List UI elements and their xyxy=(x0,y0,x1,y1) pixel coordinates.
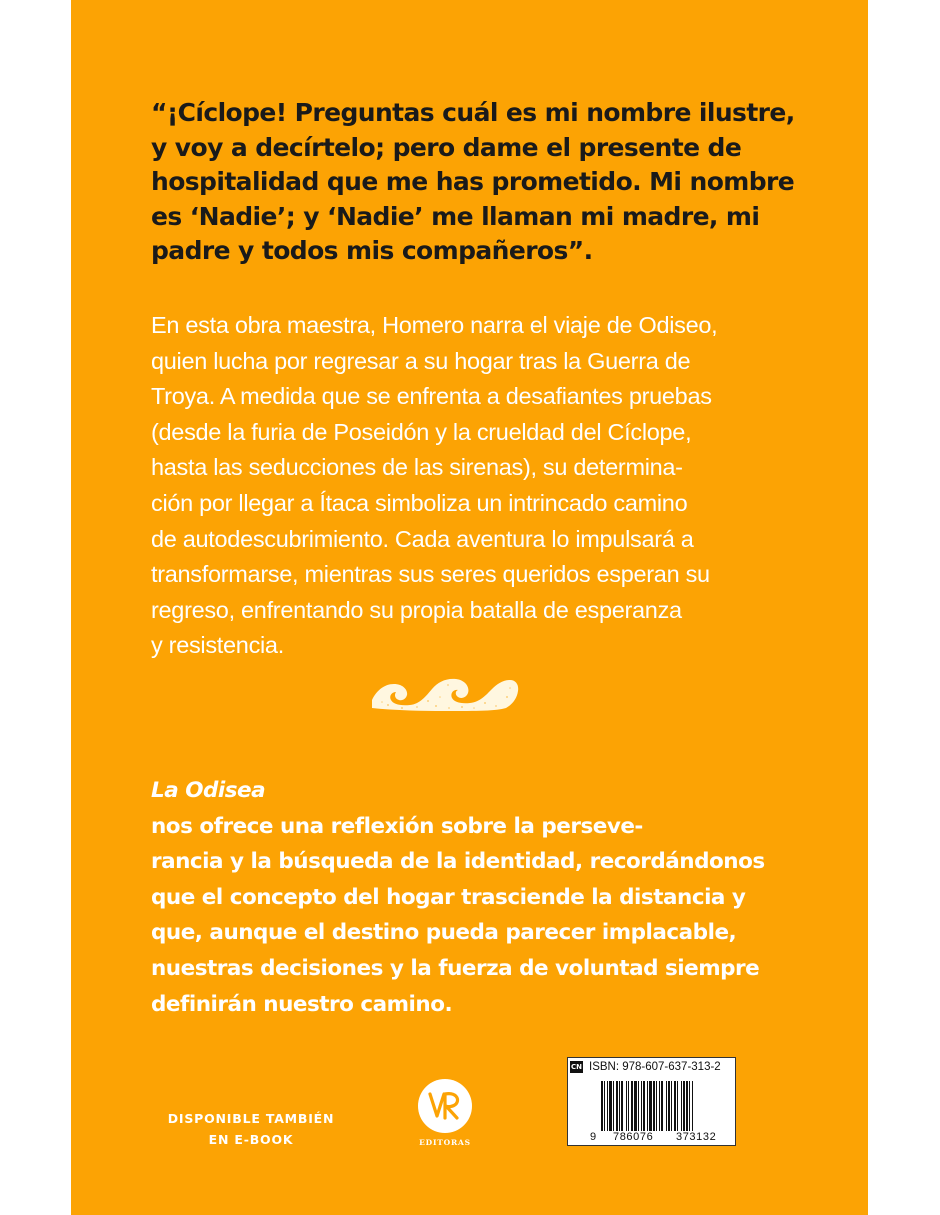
barcode-digit-group: 373132 xyxy=(676,1131,717,1143)
synopsis-line: hasta las seducciones de las sirenas), su determina- xyxy=(151,454,683,481)
synopsis-line: quien lucha por regresar a su hogar tras la Guerra de xyxy=(151,347,691,374)
synopsis-paragraph xyxy=(151,308,841,664)
isbn-label: ISBN: 978-607-637-313-2 xyxy=(589,1061,721,1073)
synopsis-line: transformarse, mientras sus seres queridos esperan su xyxy=(151,561,710,588)
barcode-icon xyxy=(601,1081,731,1131)
ebook-notice-line: EN E-BOOK xyxy=(208,1132,294,1147)
epigraph-quote xyxy=(151,96,831,269)
synopsis-line: (desde la furia de Poseidón y la crueldad del Cíclope, xyxy=(151,418,692,445)
ebook-notice xyxy=(151,1108,351,1150)
closing-line: rancia y la búsqueda de la identidad, recordándonos xyxy=(151,849,765,875)
cn-badge: CN xyxy=(571,1063,582,1071)
closing-line xyxy=(151,773,841,844)
quote-line: es ‘Nadie’; y ‘Nadie’ me llaman mi madre, mi xyxy=(151,201,760,231)
quote-line: padre y todos mis compañeros”. xyxy=(151,236,593,265)
synopsis-line: regreso, enfrentando su propia batalla de esperanza xyxy=(151,596,682,623)
book-title: La Odisea xyxy=(151,778,266,803)
closing-line: que el concepto del hogar trasciende la distancia y xyxy=(151,884,746,910)
synopsis-line: ción por llegar a Ítaca simboliza un intrincado camino xyxy=(151,489,688,516)
publisher-name: EDITORAS xyxy=(419,1138,471,1147)
closing-line: nuestras decisiones y la fuerza de voluntad siempre xyxy=(151,955,760,981)
synopsis-line: y resistencia. xyxy=(151,632,284,659)
closing-line: definirán nuestro camino. xyxy=(151,991,453,1017)
closing-line: que, aunque el destino pueda parecer implacable, xyxy=(151,920,737,946)
closing-paragraph xyxy=(151,773,841,1022)
barcode-digit-group: 786076 xyxy=(613,1131,654,1143)
publisher-logo-icon xyxy=(412,1078,478,1148)
isbn-barcode-panel xyxy=(567,1057,736,1146)
ebook-notice-line: DISPONIBLE TAMBIÉN xyxy=(167,1111,335,1126)
synopsis-line: Troya. A medida que se enfrenta a desafiantes pruebas xyxy=(151,383,712,410)
quote-line: “¡Cíclope! Preguntas cuál es mi nombre ilustre, xyxy=(151,98,795,127)
synopsis-line: de autodescubrimiento. Cada aventura lo impulsará a xyxy=(151,525,694,552)
quote-line: hospitalidad que me has prometido. Mi nombre xyxy=(151,167,795,196)
wave-ornament-icon xyxy=(370,667,520,711)
synopsis-line: En esta obra maestra, Homero narra el viaje de Odiseo, xyxy=(151,312,718,338)
quote-line: y voy a decírtelo; pero dame el presente de xyxy=(151,132,742,162)
back-cover xyxy=(71,0,868,1215)
barcode-digit-lead: 9 xyxy=(590,1131,597,1143)
closing-line-rest: nos ofrece una reflexión sobre la perseve- xyxy=(151,813,643,839)
